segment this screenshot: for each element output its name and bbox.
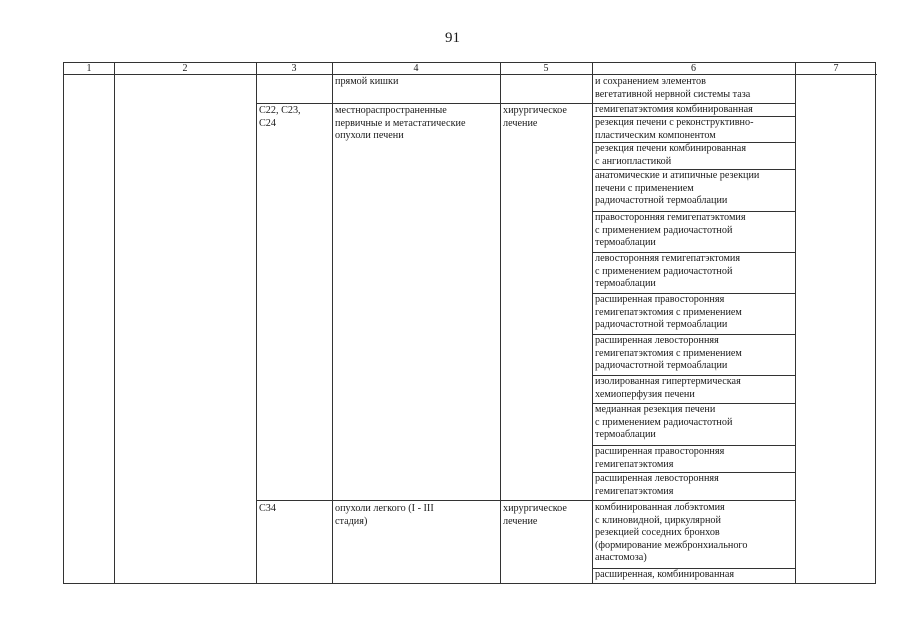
grid-line [114,63,115,583]
treatment-type: хирургическое лечение [503,503,567,527]
continuation-disease: прямой кишки [335,76,399,87]
grid-line [332,63,333,583]
disease-description: опухоли легкого (I - III стадия) [335,503,434,527]
group-divider [256,103,595,104]
group-divider [256,500,595,501]
grid-line [256,63,257,583]
row-divider [592,500,795,501]
procedure-item: изолированная гипертермическая хемиоперфузия печени [595,376,741,400]
disease-description: местнораспространенные первичные и метастатические опухоли печени [335,105,466,142]
procedure-item: резекция печени комбинированная с ангиопластикой [595,143,747,167]
icd-code: C22, C23, C24 [259,105,301,129]
column-header-7: 7 [833,63,839,74]
procedure-item: расширенная левосторонняя гемигепатэктомия с применением радиочастотной термоаблации [595,335,742,372]
procedure-item: расширенная левосторонняя гемигепатэктомия [595,473,719,497]
grid-line [795,63,796,583]
column-header-3: 3 [291,63,297,74]
grid-line [500,63,501,583]
procedure-item: правосторонняя гемигепатэктомия с применением радиочастотной термоаблации [595,212,746,249]
procedure-item: расширенная, комбинированная [595,569,735,580]
procedure-item: гемигепатэктомия комбинированная [595,104,753,115]
procedure-item: левосторонняя гемигепатэктомия с применением радиочастотной термоаблации [595,253,741,290]
procedures-table [63,62,876,584]
column-header-2: 2 [182,63,188,74]
column-header-5: 5 [543,63,549,74]
icd-code: C34 [259,503,276,514]
page-number: 91 [445,30,460,46]
treatment-type: хирургическое лечение [503,105,567,129]
column-header-1: 1 [86,63,92,74]
procedure-item: расширенная правосторонняя гемигепатэктомия [595,446,725,470]
procedure-item: анатомические и атипичные резекции печени с применением радиочастотной термоаблации [595,170,760,207]
header-divider [64,74,877,75]
procedure-item: расширенная правосторонняя гемигепатэктомия с применением радиочастотной термоаблации [595,294,742,331]
continuation-procedure: и сохранением элементов вегетативной нервной системы таза [595,76,751,100]
procedure-item: комбинированная лобэктомия с клиновидной, циркулярной резекцией соседних бронхов (формирование межбронхиального анастомоза) [595,502,748,564]
column-header-6: 6 [691,63,696,74]
column-header-4: 4 [413,63,419,74]
procedure-item: резекция печени с реконструктивно- пластическим компонентом [595,117,754,141]
procedure-item: медианная резекция печени с применением радиочастотной термоаблации [595,404,733,441]
